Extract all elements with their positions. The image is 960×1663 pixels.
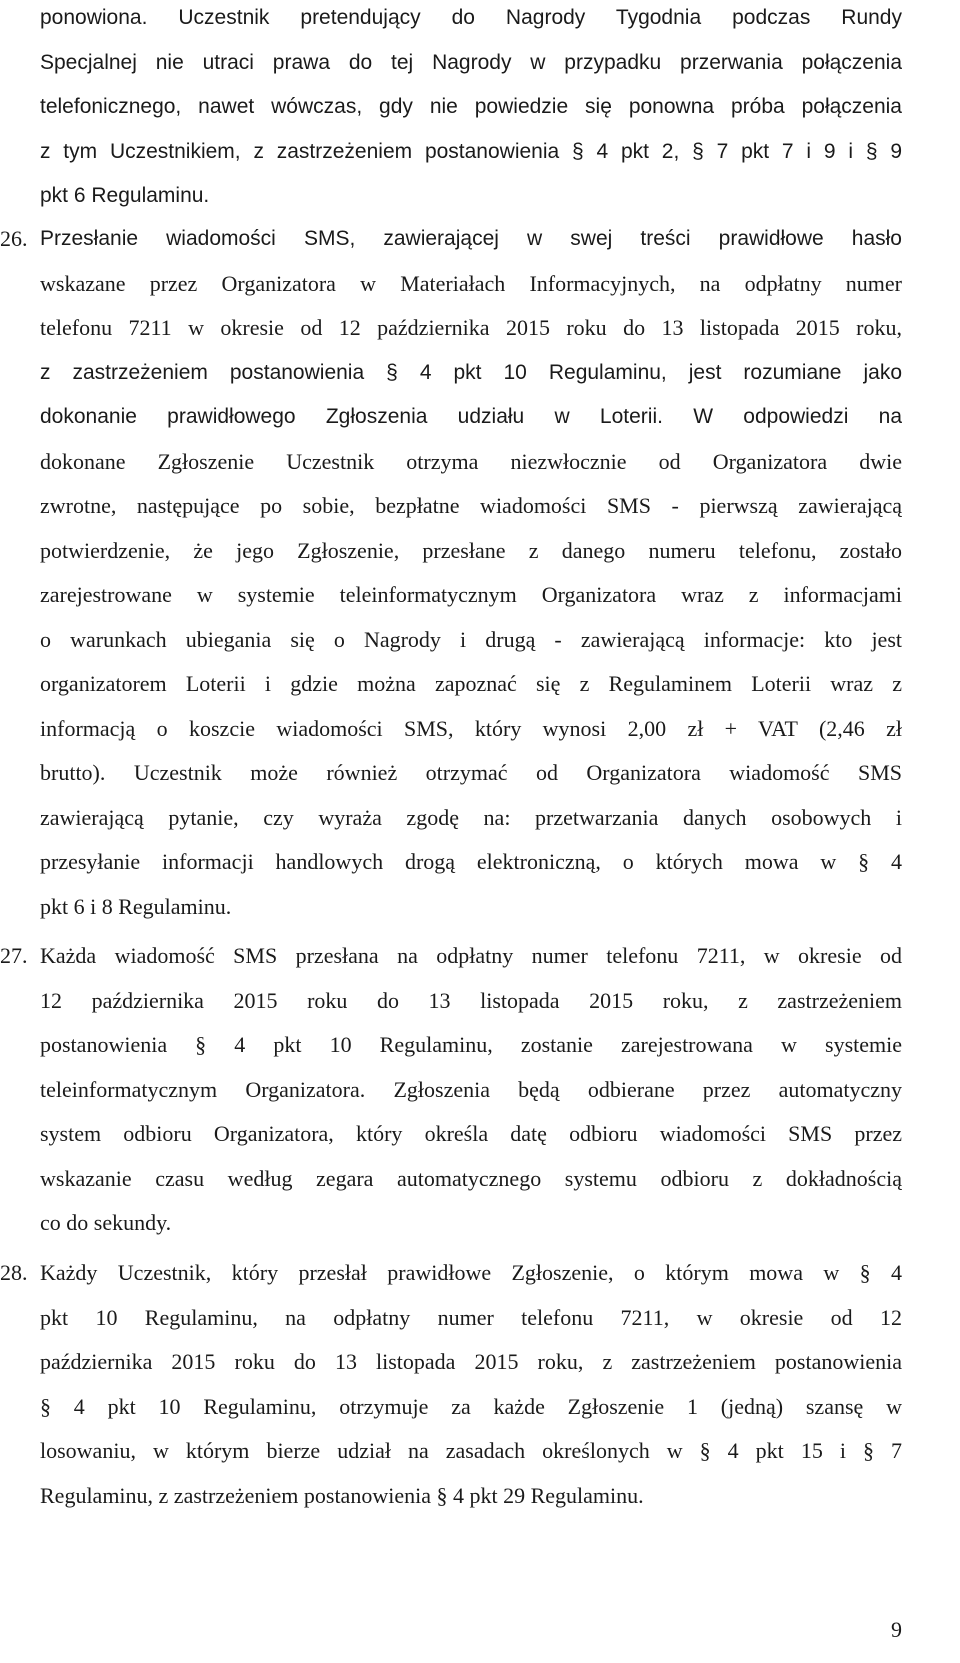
item-text: [40, 934, 902, 1246]
item-number: 26.: [0, 226, 28, 251]
text-line: organizatorem Loterii i gdzie można zapoznać się z Regulaminem Loterii wraz z: [40, 671, 902, 696]
text-line: teleinformatycznym Organizatora. Zgłoszenia będą odbierane przez automatyczny: [40, 1076, 902, 1102]
text-line: telefonicznego, nawet wówczas, gdy nie powiedzie się ponowna próba połączenia: [40, 95, 902, 118]
text-line: losowaniu, w którym bierze udział na zasadach określonych w § 4 pkt 15 i § 7: [40, 1438, 902, 1463]
text-line: Specjalnej nie utraci prawa do tej Nagrody w przypadku przerwania połączenia: [40, 50, 902, 74]
text-line: system odbioru Organizatora, który określa datę odbioru wiadomości SMS przez: [40, 1121, 902, 1146]
text-line: telefonu 7211 w okresie od 12 października 2015 roku do 13 listopada 2015 roku,: [40, 315, 902, 340]
text-line: o warunkach ubiegania się o Nagrody i drugą - zawierającą informacje: kto jest: [40, 626, 902, 652]
text-line: Każda wiadomość SMS przesłana na odpłatny numer telefonu 7211, w okresie od: [40, 943, 902, 968]
page-number: 9: [891, 1617, 902, 1642]
text-line: Przesłanie wiadomości SMS, zawierającej w swej treści prawidłowe hasło: [40, 227, 902, 250]
text-line: wskazanie czasu według zegara automatycznego systemu odbioru z dokładnością: [40, 1165, 902, 1191]
item-number: 27.: [0, 943, 28, 968]
text-line: informacją o koszcie wiadomości SMS, który wynosi 2,00 zł + VAT (2,46 zł: [40, 715, 902, 741]
text-line: Każdy Uczestnik, który przesłał prawidłowe Zgłoszenie, o którym mowa w § 4: [40, 1260, 902, 1285]
text-line: wskazane przez Organizatora w Materiałach Informacyjnych, na odpłatny numer: [40, 270, 902, 296]
text-line: zawierającą pytanie, czy wyraża zgodę na: przetwarzania danych osobowych i: [40, 804, 902, 830]
text-line: brutto). Uczestnik może również otrzymać od Organizatora wiadomość SMS: [40, 760, 902, 785]
item-text: [40, 1251, 902, 1518]
text-line: dokonanie prawidłowego Zgłoszenia udziału w Loterii. W odpowiedzi na: [40, 405, 902, 428]
text-line: z zastrzeżeniem postanowienia § 4 pkt 10 Regulaminu, jest rozumiane jako: [40, 360, 902, 384]
text-line: postanowienia § 4 pkt 10 Regulaminu, zostanie zarejestrowana w systemie: [40, 1032, 902, 1057]
text-line: pkt 6 i 8 Regulaminu.: [40, 893, 232, 919]
text-line: ponowiona. Uczestnik pretendujący do Nagrody Tygodnia podczas Rundy: [40, 6, 902, 29]
text-line: dokonane Zgłoszenie Uczestnik otrzyma niezwłocznie od Organizatora dwie: [40, 448, 902, 474]
item-number: 28.: [0, 1260, 28, 1285]
text-line: co do sekundy.: [40, 1210, 172, 1235]
text-line: 12 października 2015 roku do 13 listopada 2015 roku, z zastrzeżeniem: [40, 987, 902, 1013]
text-line: zwrotne, następujące po sobie, bezpłatne wiadomości SMS - pierwszą zawierającą: [40, 493, 902, 518]
text-line: potwierdzenie, że jego Zgłoszenie, przesłane z danego numeru telefonu, zostało: [40, 537, 902, 563]
continuation-paragraph: [40, 0, 902, 219]
text-line: pkt 10 Regulaminu, na odpłatny numer telefonu 7211, w okresie od 12: [40, 1304, 902, 1330]
text-line: z tym Uczestnikiem, z zastrzeżeniem postanowienia § 4 pkt 2, § 7 pkt 7 i 9 i § 9: [40, 139, 902, 163]
item-text: [40, 217, 902, 929]
text-line: zarejestrowane w systemie teleinformatycznym Organizatora wraz z informacjami: [40, 582, 902, 607]
text-line: przesyłanie informacji handlowych drogą elektroniczną, o których mowa w § 4: [40, 849, 902, 874]
text-line: § 4 pkt 10 Regulaminu, otrzymuje za każde Zgłoszenie 1 (jedną) szansę w: [40, 1393, 902, 1419]
text-line: Regulaminu, z zastrzeżeniem postanowienia § 4 pkt 29 Regulaminu.: [40, 1482, 644, 1508]
text-line: października 2015 roku do 13 listopada 2015 roku, z zastrzeżeniem postanowienia: [40, 1349, 902, 1374]
text-line: pkt 6 Regulaminu.: [40, 184, 210, 207]
